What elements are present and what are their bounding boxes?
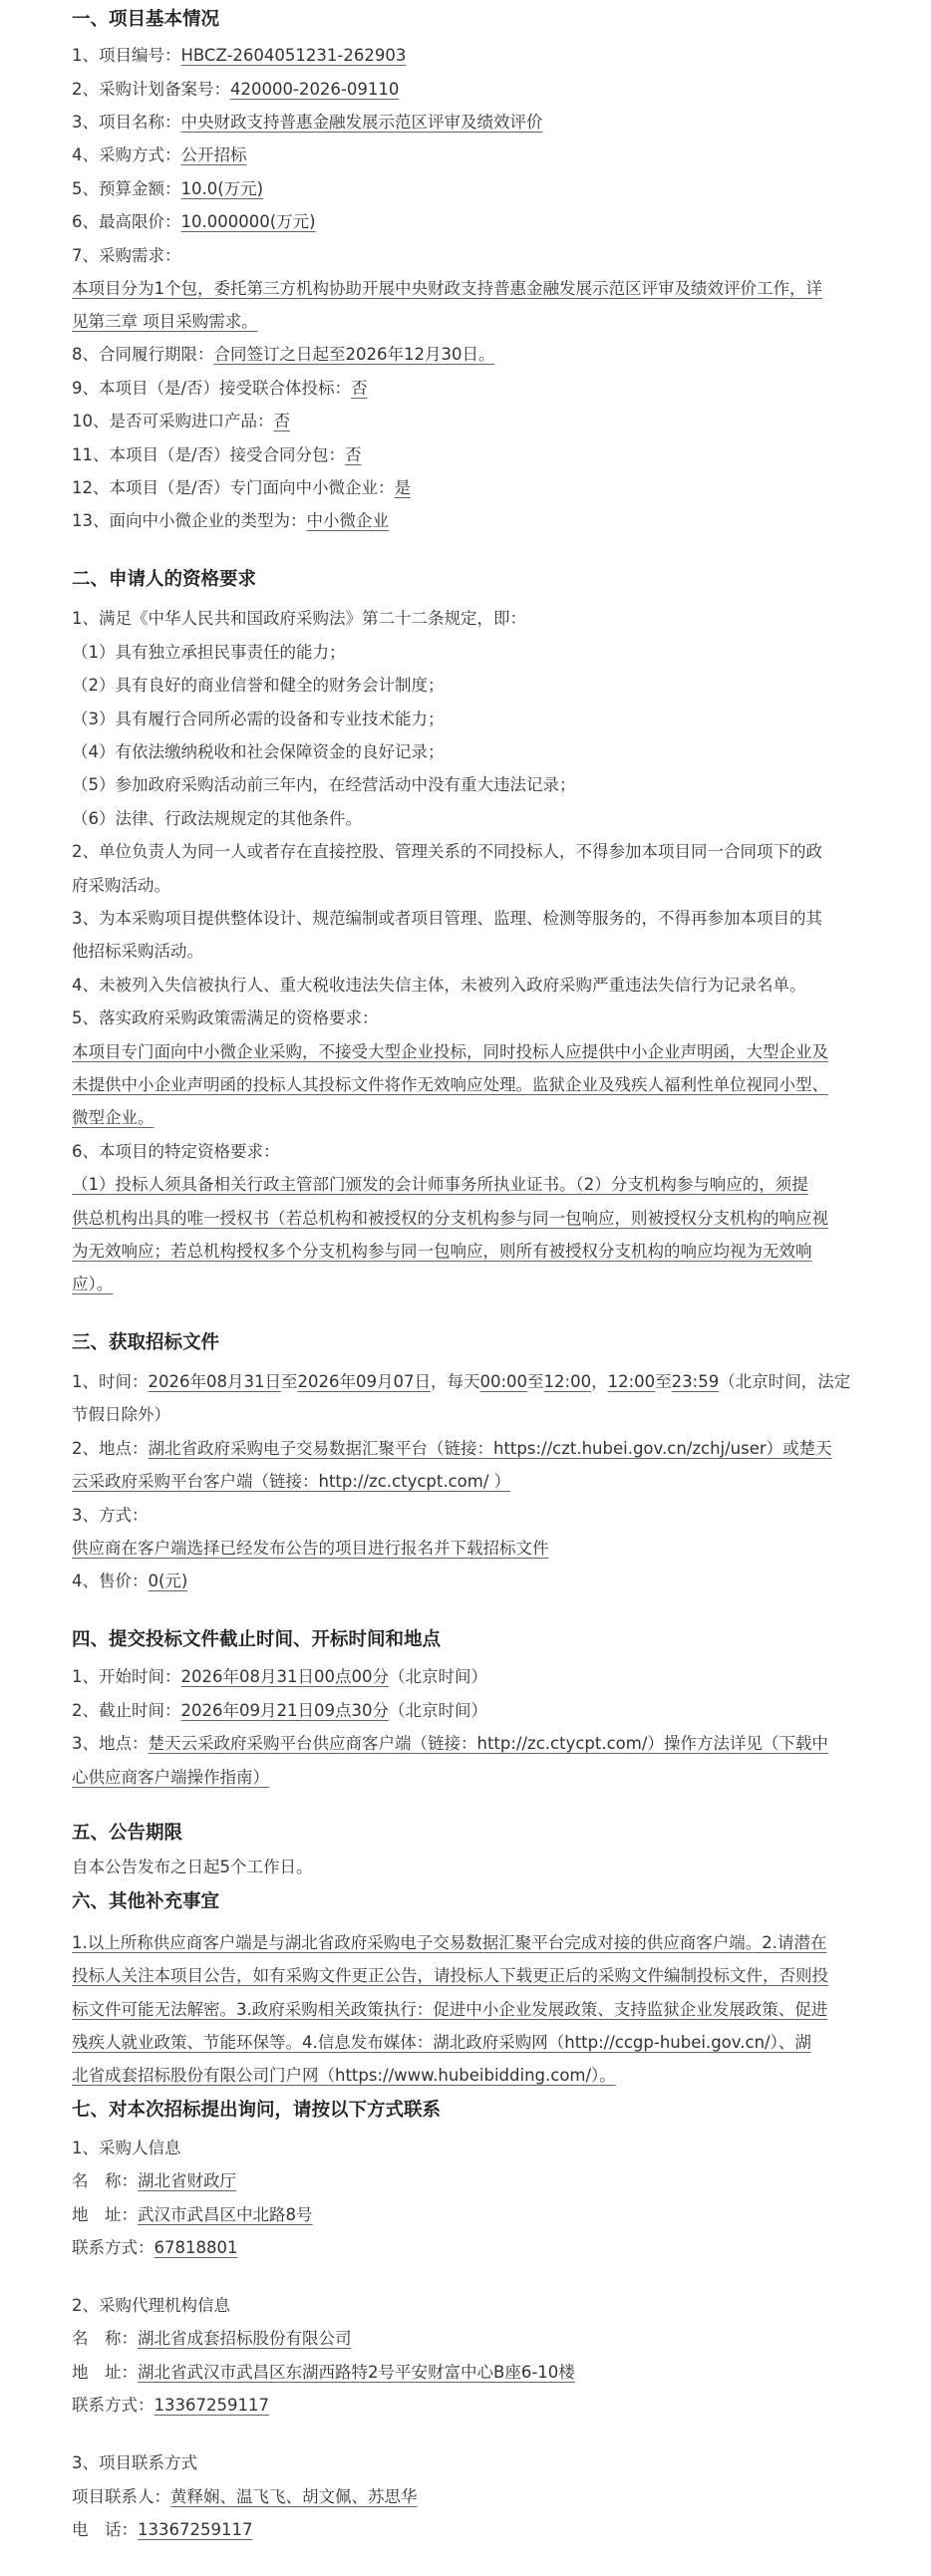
qualification-5c: 微型企业。 <box>72 1108 155 1127</box>
document-location: 2、地点：湖北省政府采购电子交易数据汇聚平台（链接：https://czt.hubei.gov.cn/zchj/user）或楚天 <box>72 1439 832 1458</box>
qualification-1: 1、满足《中华人民共和国政府采购法》第二十二条规定，即： <box>72 609 526 628</box>
client-link[interactable]: 云采政府采购平台客户端（链接：http://zc.ctycpt.com/ ） <box>72 1472 511 1491</box>
section-7-title: 七、对本次招标提出询问，请按以下方式联系 <box>72 2100 442 2121</box>
qualification-6c: 为无效响应；若总机构授权多个分支机构参与同一包响应，则所有被授权分支机构的响应均视为无效响 <box>72 1242 812 1261</box>
contract-term: 8、合同履行期限：合同签订之日起至2026年12月30日。 <box>72 345 495 364</box>
bid-location-2[interactable]: 心供应商客户端操作指南） <box>72 1768 269 1787</box>
purchaser-phone: 联系方式：67818801 <box>72 2238 238 2257</box>
qualification-item-1: （1）具有独立承担民事责任的能力； <box>72 643 346 662</box>
document-time-2: 节假日除外） <box>72 1405 170 1424</box>
max-price: 6、最高限价：10.000000(万元) <box>72 212 316 231</box>
agency-heading: 2、采购代理机构信息 <box>72 2296 230 2315</box>
section-1-title: 一、项目基本情况 <box>72 9 220 30</box>
qualification-item-5: （5）参加政府采购活动前三年内，在经营活动中没有重大违法记录； <box>72 775 576 794</box>
qualification-5a: 本项目专门面向中小微企业采购，不接受大型企业投标，同时投标人应提供中小企业声明函，大型企业及 <box>72 1042 828 1061</box>
document-price: 4、售价：0(元) <box>72 1572 188 1590</box>
joint-bid: 9、本项目（是/否）接受联合体投标：否 <box>72 379 368 398</box>
purchaser-heading: 1、采购人信息 <box>72 2139 181 2157</box>
project-contact-phone: 电 话：13367259117 <box>72 2520 253 2539</box>
procurement-requirement-text: 本项目分为1个包，委托第三方机构协助开展中央财政支持普惠金融发展示范区评审及绩效评价工作，详 <box>72 279 822 298</box>
qualification-2b: 府采购活动。 <box>72 876 170 895</box>
purchaser-name: 名 称：湖北省财政厅 <box>72 2171 236 2190</box>
project-number: 1、项目编号：HBCZ-2604051231-262903 <box>72 46 407 65</box>
plan-record-number: 2、采购计划备案号：420000-2026-09110 <box>72 80 400 99</box>
qualification-item-2: （2）具有良好的商业信誉和健全的财务会计制度； <box>72 676 445 695</box>
qualification-3a: 3、为本采购项目提供整体设计、规范编制或者项目管理、监理、检测等服务的，不得再参加本项目的其 <box>72 909 822 928</box>
project-contact-heading: 3、项目联系方式 <box>72 2453 197 2472</box>
subcontract: 11、本项目（是/否）接受合同分包：否 <box>72 445 362 464</box>
qualification-6a: （1）投标人须具备相关行政主管部门颁发的会计师事务所执业证书。（2）分支机构参与响应的，须提 <box>72 1175 808 1194</box>
procurement-method: 4、采购方式：公开招标 <box>72 145 247 164</box>
sme-only: 12、本项目（是/否）专门面向中小微企业：是 <box>72 478 412 497</box>
document-time: 1、时间：2026年08月31日至2026年09月07日，每天00:00至12:00，12:00至23:59（北京时间，法定 <box>72 1372 851 1391</box>
project-contact-persons: 项目联系人：黄释娴、温飞飞、胡文佩、苏思华 <box>72 2487 418 2506</box>
section-3-title: 三、获取招标文件 <box>72 1332 220 1353</box>
supplementary-b: 投标人关注本项目公告，如有采购文件更正公告，请投标人下载更正后的采购文件编制投标文件，否则投 <box>72 1966 828 1985</box>
project-name: 3、项目名称：中央财政支持普惠金融发展示范区评审及绩效评价 <box>72 113 543 132</box>
qualification-2a: 2、单位负责人为同一人或者存在直接控股、管理关系的不同投标人，不得参加本项目同一合同项下的政 <box>72 842 822 861</box>
supplementary-c: 标文件可能无法解密。3.政府采购相关政策执行：促进中小企业发展政策、支持监狱企业发展政策、促进 <box>72 2000 828 2019</box>
qualification-3b: 他招标采购活动。 <box>72 942 203 961</box>
qualification-4: 4、未被列入失信被执行人、重大税收违法失信主体，未被列入政府采购严重违法失信行为记录名单。 <box>72 976 806 995</box>
document-method: 供应商在客户端选择已经发布公告的项目进行报名并下载招标文件 <box>72 1539 549 1558</box>
qualification-item-6: （6）法律、行政法规规定的其他条件。 <box>72 809 362 828</box>
qualification-item-3: （3）具有履行合同所必需的设备和专业技术能力； <box>72 710 445 728</box>
imported-products: 10、是否可采购进口产品：否 <box>72 412 290 430</box>
section-2-title: 二、申请人的资格要求 <box>72 569 257 590</box>
qualification-6b: 供总机构出具的唯一授权书（若总机构和被授权的分支机构参与同一包响应，则被授权分支机构的响应视 <box>72 1209 828 1228</box>
supplementary-d: 残疾人就业政策、节能环保等。4.信息发布媒体：湖北政府采购网（http://ccgp-hubei.gov.cn/）、湖 <box>72 2033 811 2052</box>
qualification-5b: 未提供中小企业声明函的投标人其投标文件将作无效响应处理。监狱企业及残疾人福利性单位视同小型、 <box>72 1075 828 1094</box>
notice-period: 自本公告发布之日起5个工作日。 <box>72 1858 313 1876</box>
qualification-6: 6、本项目的特定资格要求： <box>72 1142 280 1161</box>
platform-link[interactable]: 湖北省政府采购电子交易数据汇聚平台（链接：https://czt.hubei.gov.cn/zchj/user）或楚天 <box>148 1439 832 1458</box>
purchaser-address: 地 址：武汉市武昌区中北路8号 <box>72 2205 313 2224</box>
agency-name: 名 称：湖北省成套招标股份有限公司 <box>72 2329 352 2348</box>
qualification-6d: 应）。 <box>72 1275 114 1293</box>
deadline: 2、截止时间：2026年09月21日09点30分（北京时间） <box>72 1701 487 1720</box>
section-6-title: 六、其他补充事宜 <box>72 1891 220 1912</box>
qualification-5: 5、落实政府采购政策需满足的资格要求： <box>72 1008 379 1027</box>
section-5-title: 五、公告期限 <box>72 1823 183 1844</box>
qualification-item-4: （4）有依法缴纳税收和社会保障资金的良好记录； <box>72 742 445 761</box>
agency-phone: 联系方式：13367259117 <box>72 2396 269 2415</box>
procurement-requirement-text-2: 见第三章 项目采购需求。 <box>72 312 258 331</box>
bid-location: 3、地点：楚天云采政府采购平台供应商客户端（链接：http://zc.ctycpt.com/）操作方法详见（下载中 <box>72 1734 828 1753</box>
section-4-title: 四、提交投标文件截止时间、开标时间和地点 <box>72 1629 442 1650</box>
supplementary-e: 北省成套招标股份有限公司门户网（https://www.hubeibidding.com/）。 <box>72 2066 616 2085</box>
supplementary-a: 1.以上所称供应商客户端是与湖北省政府采购电子交易数据汇聚平台完成对接的供应商客户端。2.请潜在 <box>72 1933 827 1952</box>
agency-address: 地 址：湖北省武汉市武昌区东湖西路特2号平安财富中心B座6-10楼 <box>72 2363 575 2382</box>
start-time: 1、开始时间：2026年08月31日00点00分（北京时间） <box>72 1667 487 1686</box>
sme-type: 13、面向中小微企业的类型为：中小微企业 <box>72 511 389 530</box>
supplier-client-link[interactable]: 楚天云采政府采购平台供应商客户端（链接：http://zc.ctycpt.com/）操作方法详见（下载中 <box>148 1734 828 1753</box>
procurement-requirement-label: 7、采购需求： <box>72 246 181 265</box>
budget-amount: 5、预算金额：10.0(万元) <box>72 179 264 198</box>
document-method-label: 3、方式： <box>72 1506 149 1525</box>
